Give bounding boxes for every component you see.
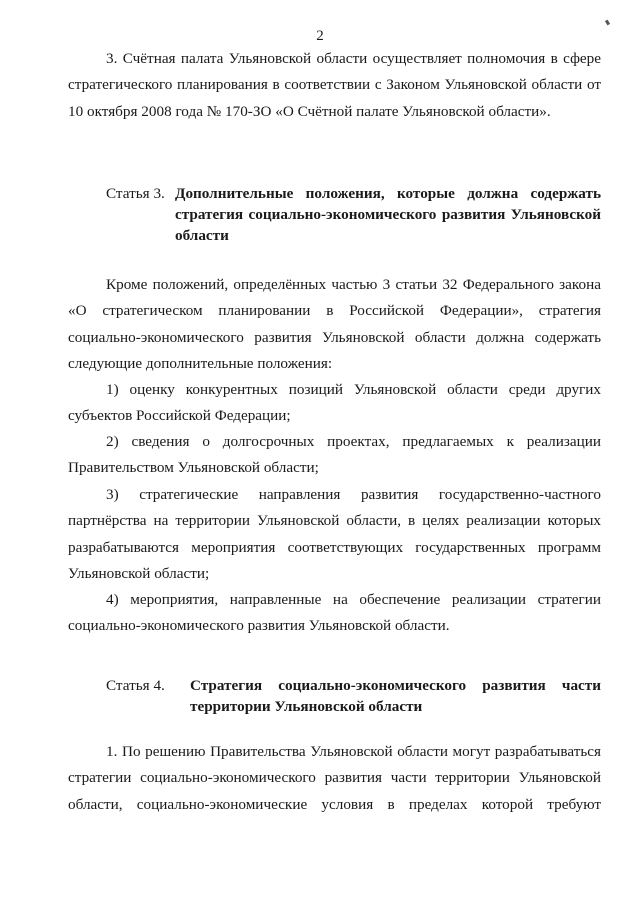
article-3-title: Дополнительные положения, которые должна содержать стратегия социально-экономического развития Ульяновской области	[175, 185, 601, 244]
article-4-title: Стратегия социально-экономического развития части территории Ульяновской области	[190, 677, 601, 715]
article-4-label: Статья 4.	[106, 677, 165, 694]
paragraph-counting-chamber: 3. Счётная палата Ульяновской области осуществляет полномочия в сфере стратегического планирования в соответствии с Законом Ульяновской области от 10 октября 2008 года № 170-ЗО «О Счётной палате Ульяновской области».	[68, 50, 601, 120]
scan-mark	[605, 20, 610, 26]
page-number: 2	[316, 28, 324, 44]
list-item-3: 3) стратегические направления развития государственно-частного партнёрства на территории Ульяновской области, в целях реализации которых разрабатываются мероприятия соответствующих государственных программ Ульяновской области;	[68, 486, 601, 583]
article-3-label: Статья 3.	[106, 185, 165, 202]
list-item-1: 1) оценку конкурентных позиций Ульяновской области среди других субъектов Российской Федерации;	[68, 381, 601, 425]
paragraph-article-3-intro: Кроме положений, определённых частью 3 статьи 32 Федерального закона «О стратегическом планировании в Российской Федерации», стратегия социально-экономического развития Ульяновской области должна содержать следующие дополнительные положения:	[68, 276, 601, 373]
list-item-4: 4) мероприятия, направленные на обеспечение реализации стратегии социально-экономического развития Ульяновской области.	[68, 591, 601, 635]
list-item-2: 2) сведения о долгосрочных проектах, предлагаемых к реализации Правительством Ульяновской области;	[68, 433, 601, 477]
paragraph-article-4-item-1: 1. По решению Правительства Ульяновской области могут разрабатываться стратегии социально-экономического развития части территории Ульяновской области, социально-экономические условия в пределах которой требуют	[68, 743, 601, 813]
